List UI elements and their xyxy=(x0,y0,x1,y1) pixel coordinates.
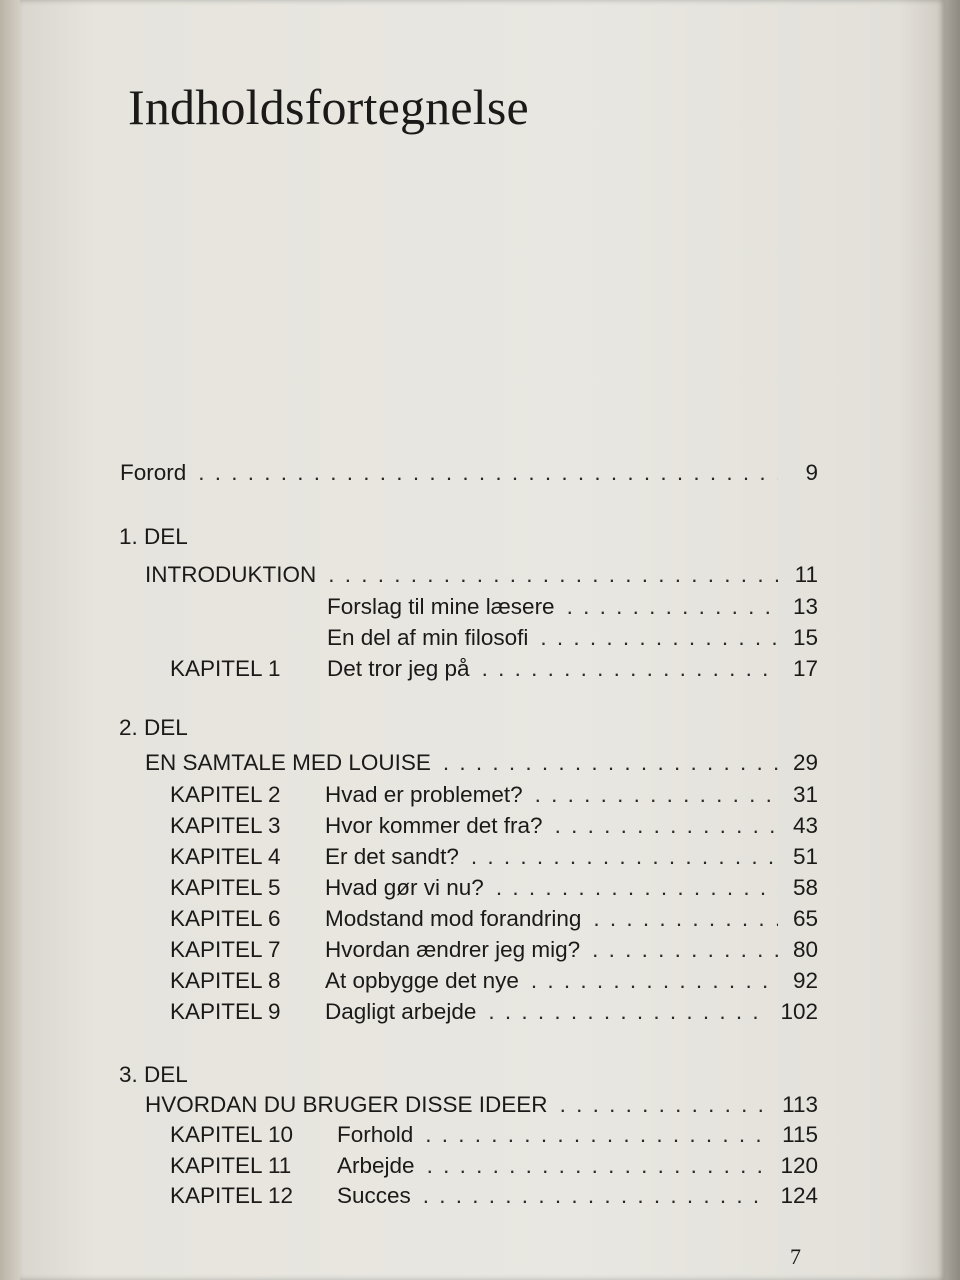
toc-entry-page: 29 xyxy=(792,750,818,775)
toc-entry-title: Er det sandt? xyxy=(325,844,459,869)
toc-entry-label: EN SAMTALE MED LOUISE xyxy=(145,750,431,775)
toc-chapter-number: KAPITEL 12 xyxy=(170,1183,293,1208)
dot-leader xyxy=(471,844,778,870)
toc-entry-page: 120 xyxy=(780,1153,818,1178)
toc-entry-forord xyxy=(120,460,818,486)
toc-chapter-number: KAPITEL 5 xyxy=(170,875,281,900)
toc-part-intro xyxy=(145,750,818,776)
dot-leader xyxy=(531,968,778,994)
toc-entry-title: Hvordan ændrer jeg mig? xyxy=(325,937,581,962)
dot-leader xyxy=(443,750,778,776)
toc-entry-page: 43 xyxy=(792,813,818,838)
dot-leader xyxy=(535,782,778,808)
page-edge xyxy=(945,0,960,1280)
dot-leader xyxy=(482,656,778,682)
dot-leader xyxy=(427,1153,771,1179)
toc-entry-page: 102 xyxy=(780,999,818,1024)
toc-entry xyxy=(170,968,818,994)
toc-entry xyxy=(170,782,818,808)
toc-chapter-number: KAPITEL 7 xyxy=(170,937,281,962)
dot-leader xyxy=(567,594,778,620)
part-heading: 1. DEL xyxy=(119,524,188,549)
toc-entry-title: Dagligt arbejde xyxy=(325,999,477,1024)
toc-entry xyxy=(170,1153,818,1179)
toc-chapter-number: KAPITEL 1 xyxy=(170,656,281,681)
toc-entry-title: At opbygge det nye xyxy=(325,968,519,993)
dot-leader xyxy=(555,813,778,839)
toc-chapter-number: KAPITEL 6 xyxy=(170,906,281,931)
dot-leader xyxy=(496,875,778,901)
page-number: 7 xyxy=(790,1244,801,1269)
dot-leader xyxy=(488,999,770,1025)
toc-entry-title: Hvor kommer det fra? xyxy=(325,813,543,838)
toc-entry xyxy=(170,999,818,1025)
toc-entry-title: Modstand mod forandring xyxy=(325,906,582,931)
toc-entry xyxy=(170,937,818,963)
toc-entry-page: 11 xyxy=(794,562,818,587)
toc-entry-page: 13 xyxy=(792,594,818,619)
toc-entry-title: Forhold xyxy=(337,1122,414,1147)
toc-entry-title: Arbejde xyxy=(337,1153,415,1178)
toc-entry-label: HVORDAN DU BRUGER DISSE IDEER xyxy=(145,1092,548,1117)
toc-entry-title: Hvad gør vi nu? xyxy=(325,875,484,900)
toc-entry xyxy=(170,906,818,932)
toc-chapter-number: KAPITEL 11 xyxy=(170,1153,292,1178)
book-spine-shadow xyxy=(0,0,20,1280)
toc-entry-page: 80 xyxy=(792,937,818,962)
toc-entry xyxy=(170,844,818,870)
toc-entry-page: 65 xyxy=(792,906,818,931)
toc-entry xyxy=(170,875,818,901)
toc-entry xyxy=(170,813,818,839)
toc-entry-label: Forord xyxy=(120,460,187,485)
toc-entry xyxy=(170,656,818,682)
dot-leader xyxy=(560,1092,773,1118)
part-heading: 3. DEL xyxy=(119,1062,188,1087)
toc-chapter-number: KAPITEL 4 xyxy=(170,844,281,869)
toc-entry-title: Succes xyxy=(337,1183,411,1208)
toc-entry-page: 124 xyxy=(780,1183,818,1208)
dot-leader xyxy=(425,1122,772,1148)
toc-chapter-number: KAPITEL 2 xyxy=(170,782,281,807)
toc-entry-title: Forslag til mine læsere xyxy=(327,594,555,619)
dot-leader xyxy=(198,460,778,486)
toc-entry-page: 113 xyxy=(782,1092,818,1117)
part-heading: 2. DEL xyxy=(119,715,188,740)
toc-entry xyxy=(170,594,818,620)
toc-chapter-number: KAPITEL 9 xyxy=(170,999,281,1024)
toc-entry-page: 15 xyxy=(792,625,818,650)
toc-entry-title: En del af min filosofi xyxy=(327,625,529,650)
toc-entry-page: 58 xyxy=(792,875,818,900)
toc-entry xyxy=(170,625,818,651)
toc-entry xyxy=(170,1183,818,1209)
toc-chapter-number: KAPITEL 3 xyxy=(170,813,281,838)
toc-chapter-number: KAPITEL 10 xyxy=(170,1122,293,1147)
toc-entry-page: 31 xyxy=(792,782,818,807)
toc-entry-label: INTRODUKTION xyxy=(145,562,317,587)
page-title: Indholdsfortegnelse xyxy=(128,79,529,135)
toc-entry-page: 17 xyxy=(792,656,818,681)
dot-leader xyxy=(328,562,778,588)
dot-leader xyxy=(423,1183,771,1209)
dot-leader xyxy=(593,906,778,932)
dot-leader xyxy=(592,937,778,963)
toc-entry-title: Hvad er problemet? xyxy=(325,782,523,807)
toc-entry-page: 9 xyxy=(805,460,818,485)
toc-entry-page: 92 xyxy=(792,968,818,993)
toc-entry-page: 115 xyxy=(782,1122,818,1147)
toc-chapter-number: KAPITEL 8 xyxy=(170,968,281,993)
toc-entry-page: 51 xyxy=(792,844,818,869)
toc-part-intro xyxy=(145,562,818,588)
toc-entry-title: Det tror jeg på xyxy=(327,656,470,681)
toc-entry xyxy=(170,1122,818,1148)
toc-part-intro xyxy=(145,1092,818,1118)
dot-leader xyxy=(540,625,778,651)
